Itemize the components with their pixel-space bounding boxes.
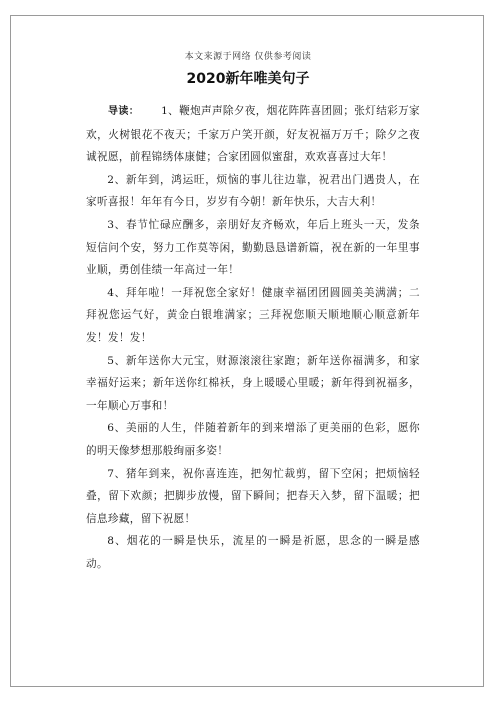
paragraph-8: 8、烟花的一瞬是快乐，流星的一瞬是祈愿，思念的一瞬是感动。 — [86, 535, 420, 570]
intro-label: 导读： — [108, 106, 140, 117]
source-note: 本文来源于网络 仅供参考阅读 — [184, 52, 312, 62]
article-body — [86, 100, 420, 575]
paragraph-3: 3、春节忙碌应酬多，亲朋好友齐畅欢，年后上班头一天，发条短信问个安，努力工作莫等闲，勤勤恳恳谱新篇，祝在新的一年里事业顺，勇创佳绩一年高过一年！ — [86, 218, 420, 277]
paragraph-1: 导读： 1、鞭炮声声除夕夜，烟花阵阵喜团圆；张灯结彩万家欢，火树银花不夜天；千家万户笑开颜，好友祝福万万千；除夕之夜诚祝愿，前程锦绣体康健；合家团圆似蜜甜，欢欢喜喜过大年！ — [86, 105, 420, 164]
paragraph-4: 4、拜年啦！一拜祝您全家好！健康幸福团团圆圆美美满满；二拜祝您运气好，黄金白银堆满家；三拜祝您顺天顺地顺心顺意新年发！发！发！ — [86, 286, 420, 344]
paragraph-5: 5、新年送你大元宝，财源滚滚往家跑；新年送你福满多，和家幸福好运来；新年送你红棉袄，身上暖暖心里暖；新年得到祝福多，一年顺心万事和！ — [86, 354, 420, 412]
paragraph-2: 2、新年到，鸿运旺，烦恼的事儿往边靠，祝君出门遇贵人，在家听喜报！年年有今日，岁岁有今朝！新年快乐，大吉大利！ — [86, 173, 420, 209]
paragraph-7: 7、猪年到来，祝你喜连连，把匆忙裁剪，留下空闲；把烦恼轻叠，留下欢颜；把脚步放慢，留下瞬间；把春天入梦，留下温暖；把信息珍藏，留下祝愿！ — [86, 467, 420, 525]
page-title: 2020新年唯美句子 — [186, 71, 310, 87]
paragraph-6: 6、美丽的人生，伴随着新年的到来增添了更美丽的色彩，愿你的明天像梦想那般绚丽多姿！ — [86, 422, 420, 457]
